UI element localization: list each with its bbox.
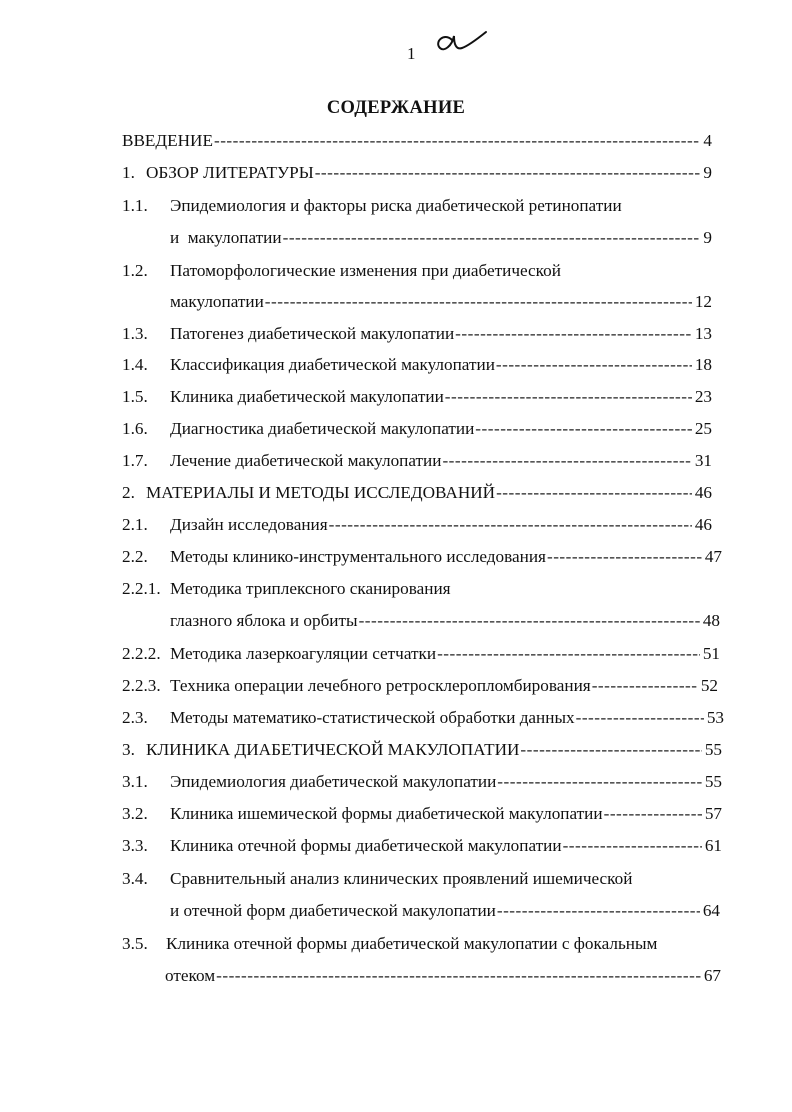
toc-leader bbox=[283, 227, 701, 249]
toc-entry bbox=[122, 835, 722, 857]
toc-entry bbox=[122, 707, 724, 729]
toc-entry-text: Патоморфологические изменения при диабетической bbox=[170, 261, 561, 280]
toc-leader bbox=[520, 739, 701, 761]
toc-leader bbox=[455, 323, 692, 345]
toc-entry bbox=[122, 546, 722, 568]
toc-number: 1.7. bbox=[122, 451, 148, 470]
toc-number: 2.2.3. bbox=[122, 676, 161, 695]
toc-leader bbox=[445, 386, 692, 408]
toc-entry bbox=[122, 739, 722, 761]
toc-leader bbox=[497, 900, 700, 922]
toc-entry-text: и макулопатии bbox=[170, 228, 282, 247]
toc-entry-text: Методы математико-статистической обработки данных bbox=[170, 708, 575, 727]
toc-leader bbox=[475, 418, 692, 440]
toc-page: 51 bbox=[702, 644, 720, 663]
toc-number: 3.2. bbox=[122, 804, 148, 823]
page-title: СОДЕРЖАНИЕ bbox=[326, 98, 466, 118]
toc-page: 4 bbox=[703, 131, 712, 150]
toc-page: 12 bbox=[694, 292, 712, 311]
toc-leader bbox=[592, 675, 698, 697]
toc-entry-continuation bbox=[165, 965, 721, 987]
toc-number: 2.3. bbox=[122, 708, 148, 727]
toc-number: 1.4. bbox=[122, 355, 148, 374]
toc-entry bbox=[122, 514, 712, 536]
toc-entry-text: Методика триплексного сканирования bbox=[170, 579, 451, 598]
toc-page: 31 bbox=[694, 451, 712, 470]
toc-leader bbox=[437, 643, 700, 665]
toc-entry-text: Эпидемиология диабетической макулопатии bbox=[170, 772, 497, 791]
toc-page: 53 bbox=[706, 708, 724, 727]
toc-number: 1.6. bbox=[122, 419, 148, 438]
toc-page: 47 bbox=[704, 547, 722, 566]
toc-entry-text: Классификация диабетической макулопатии bbox=[170, 355, 495, 374]
toc-page: 61 bbox=[704, 836, 722, 855]
toc-entry bbox=[122, 195, 712, 217]
toc-leader bbox=[216, 965, 701, 987]
toc-page: 25 bbox=[694, 419, 712, 438]
toc-entry bbox=[122, 643, 720, 665]
toc-page: 13 bbox=[694, 324, 712, 343]
toc-entry-text: Техника операции лечебного ретросклеропломбирования bbox=[170, 676, 591, 695]
toc-entry-text: Дизайн исследования bbox=[170, 515, 328, 534]
toc-entry bbox=[122, 386, 712, 408]
toc-leader bbox=[604, 803, 702, 825]
toc-number: 1.1. bbox=[122, 196, 148, 215]
handwritten-mark bbox=[430, 18, 490, 58]
toc-entry-continuation bbox=[170, 900, 720, 922]
toc-leader bbox=[329, 514, 692, 536]
toc-page: 57 bbox=[704, 804, 722, 823]
toc-number: 2.2. bbox=[122, 547, 148, 566]
toc-number: 2.2.2. bbox=[122, 644, 161, 663]
toc-page: 18 bbox=[694, 355, 712, 374]
toc-entry-text: и отечной форм диабетической макулопатии bbox=[170, 901, 496, 920]
toc-page: 9 bbox=[703, 228, 712, 247]
toc-page: 46 bbox=[694, 483, 712, 502]
toc-leader bbox=[265, 291, 692, 313]
toc-entry-continuation bbox=[170, 610, 720, 632]
toc-entry bbox=[122, 578, 712, 600]
toc-entry-text: ОБЗОР ЛИТЕРАТУРЫ bbox=[146, 163, 314, 182]
toc-leader bbox=[359, 610, 700, 632]
toc-entry-text: Патогенез диабетической макулопатии bbox=[170, 324, 455, 343]
toc-leader bbox=[496, 482, 692, 504]
toc-entry-text: Клиника отечной формы диабетической макулопатии с фокальным bbox=[166, 934, 658, 953]
toc-number: 1.5. bbox=[122, 387, 148, 406]
toc-number: 3.3. bbox=[122, 836, 148, 855]
toc-entry-text: Эпидемиология и факторы риска диабетической ретинопатии bbox=[170, 196, 622, 215]
toc-entry-text: Сравнительный анализ клинических проявлений ишемической bbox=[170, 869, 633, 888]
toc-entry-text: Клиника отечной формы диабетической макулопатии bbox=[170, 836, 562, 855]
toc-entry-text: КЛИНИКА ДИАБЕТИЧЕСКОЙ МАКУЛОПАТИИ bbox=[146, 740, 520, 759]
toc-page: 52 bbox=[700, 676, 718, 695]
toc-number: 1. bbox=[122, 163, 135, 182]
toc-page: 9 bbox=[703, 163, 712, 182]
toc-number: 1.3. bbox=[122, 324, 148, 343]
toc-entry-text: Клиника диабетической макулопатии bbox=[170, 387, 444, 406]
toc-entry bbox=[122, 162, 712, 184]
toc-entry-text: глазного яблока и орбиты bbox=[170, 611, 358, 630]
toc-entry bbox=[122, 260, 712, 282]
toc-entry bbox=[122, 482, 712, 504]
toc-entry bbox=[122, 771, 722, 793]
toc-leader bbox=[214, 130, 700, 152]
toc-leader bbox=[496, 354, 692, 376]
toc-number: 3.5. bbox=[122, 934, 148, 953]
toc-number: 2. bbox=[122, 483, 135, 502]
toc-entry bbox=[122, 803, 722, 825]
toc-entry bbox=[122, 450, 712, 472]
toc-number: 2.2.1. bbox=[122, 579, 161, 598]
toc-entry-text: Клиника ишемической формы диабетической макулопатии bbox=[170, 804, 603, 823]
toc-entry-continuation bbox=[170, 291, 712, 313]
toc-entry bbox=[122, 933, 732, 955]
toc-entry bbox=[122, 418, 712, 440]
toc-entry-text: Лечение диабетической макулопатии bbox=[170, 451, 442, 470]
toc-leader bbox=[563, 835, 702, 857]
toc-entry-continuation bbox=[170, 227, 712, 249]
toc-leader bbox=[576, 707, 704, 729]
toc-page: 48 bbox=[702, 611, 720, 630]
toc-number: 2.1. bbox=[122, 515, 148, 534]
toc-entry-text: ВВЕДЕНИЕ bbox=[122, 131, 213, 150]
toc-entry bbox=[122, 354, 712, 376]
toc-page: 23 bbox=[694, 387, 712, 406]
toc-page: 55 bbox=[704, 740, 722, 759]
toc-entry bbox=[122, 868, 722, 890]
toc-entry bbox=[122, 130, 712, 152]
toc-page: 55 bbox=[704, 772, 722, 791]
toc-page: 46 bbox=[694, 515, 712, 534]
toc-number: 1.2. bbox=[122, 261, 148, 280]
toc-entry-text: Методика лазеркоагуляции сетчатки bbox=[170, 644, 437, 663]
toc-leader bbox=[315, 162, 701, 184]
toc-page: 67 bbox=[703, 966, 721, 985]
toc-leader bbox=[547, 546, 702, 568]
toc-number: 3. bbox=[122, 740, 135, 759]
toc-entry-text: МАТЕРИАЛЫ И МЕТОДЫ ИССЛЕДОВАНИЙ bbox=[146, 483, 496, 502]
toc-leader bbox=[442, 450, 691, 472]
toc-entry bbox=[122, 675, 718, 697]
toc-entry-text: Диагностика диабетической макулопатии bbox=[170, 419, 475, 438]
toc-entry-text: макулопатии bbox=[170, 292, 264, 311]
toc-entry bbox=[122, 323, 712, 345]
toc-page: 64 bbox=[702, 901, 720, 920]
toc-number: 3.1. bbox=[122, 772, 148, 791]
page-number: 1 bbox=[407, 44, 416, 63]
toc-leader bbox=[497, 771, 702, 793]
toc-number: 3.4. bbox=[122, 869, 148, 888]
toc-entry-text: отеком bbox=[165, 966, 216, 985]
toc-entry-text: Методы клинико-инструментального исследования bbox=[170, 547, 546, 566]
